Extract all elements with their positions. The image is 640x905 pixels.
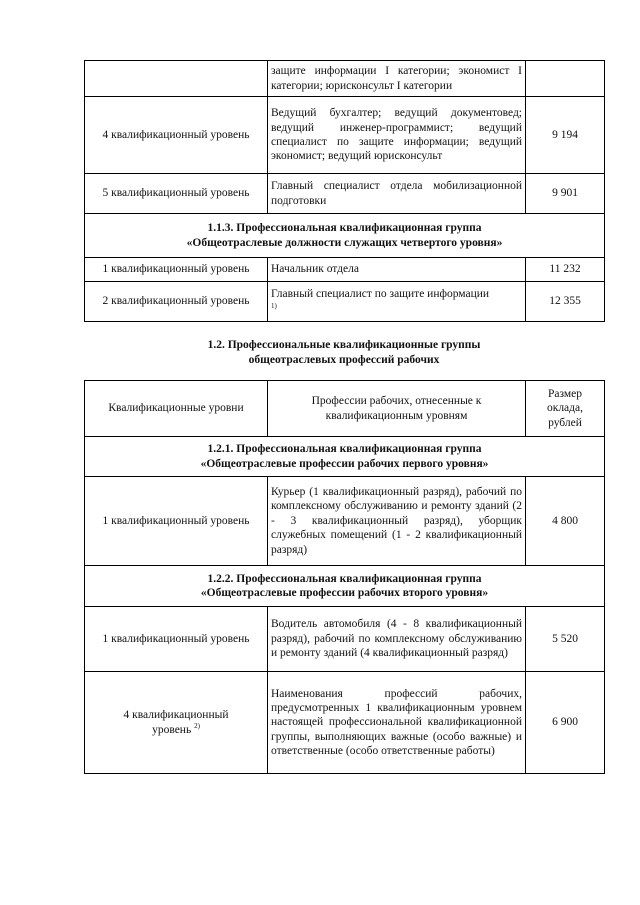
table-row <box>85 282 605 322</box>
group-header-row <box>85 214 605 258</box>
salary-cell: 6 900 <box>526 672 605 774</box>
salary-cell: 9 194 <box>526 97 605 174</box>
footnote-marker: 2) <box>194 722 200 731</box>
salary-cell: 5 520 <box>526 607 605 672</box>
table-worker-groups <box>84 380 605 774</box>
position-cell: защите информации I категории; экономист I категории; юрисконсульт I категории <box>268 61 526 97</box>
level-cell: 4 квалификационный уровень <box>85 97 268 174</box>
header-levels: Квалификационные уровни <box>85 381 268 437</box>
header-salary: Размер оклада, рублей <box>526 381 605 437</box>
level-cell: 1 квалификационный уровень <box>85 607 268 672</box>
table-row <box>85 61 605 97</box>
salary-cell: 12 355 <box>526 282 605 322</box>
table-header-row <box>85 381 605 437</box>
table-row <box>85 607 605 672</box>
salary-cell: 9 901 <box>526 174 605 214</box>
table-row <box>85 97 605 174</box>
table-row <box>85 258 605 282</box>
position-cell: Водитель автомобиля (4 - 8 квалификационный разряд), рабочий по комплексному обслуживанию и ремонту зданий (4 квалификационный разряд) <box>268 607 526 672</box>
salary-cell: 11 232 <box>526 258 605 282</box>
level-cell: 1 квалификационный уровень <box>85 477 268 566</box>
group-title: 1.1.3. Профессиональная квалификационная группа «Общеотраслевые должности служащих четвертого уровня» <box>85 214 605 258</box>
level-cell: 1 квалификационный уровень <box>85 258 268 282</box>
group-title: 1.2.1. Профессиональная квалификационная группа «Общеотраслевые профессии рабочих первого уровня» <box>85 437 605 477</box>
level-cell: 4 квалификационный уровень $^{2)}$ <box>85 672 268 774</box>
table-employee-groups <box>84 60 605 322</box>
level-cell: 2 квалификационный уровень <box>85 282 268 322</box>
position-cell: Курьер (1 квалификационный разряд), рабочий по комплексному обслуживанию и ремонту зданий (2 - 3 квалификационный разряд), уборщик служебных помещений (1 - 2 квалификационный разряд) <box>268 477 526 566</box>
group-header-row <box>85 566 605 607</box>
position-cell: Начальник отдела <box>268 258 526 282</box>
table-row <box>85 174 605 214</box>
section-heading: 1.2. Профессиональные квалификационные группы общеотраслевых профессий рабочих <box>207 339 481 366</box>
table-row <box>85 477 605 566</box>
group-title: 1.2.2. Профессиональная квалификационная группа «Общеотраслевые профессии рабочих второго уровня» <box>85 566 605 607</box>
level-cell <box>85 61 268 97</box>
salary-cell <box>526 61 605 97</box>
position-cell: Главный специалист по защите информации $^{1)}$ <box>268 282 526 322</box>
position-cell: Главный специалист отдела мобилизационной подготовки <box>268 174 526 214</box>
level-cell: 5 квалификационный уровень <box>85 174 268 214</box>
footnote-marker: 1) <box>271 301 277 310</box>
table-row <box>85 672 605 774</box>
position-cell: Ведущий бухгалтер; ведущий документовед; ведущий инженер-программист; ведущий специалист по защите информации; ведущий экономист; ведущий юрисконсульт <box>268 97 526 174</box>
position-cell: Наименования профессий рабочих, предусмотренных 1 квалификационным уровнем настоящей профессиональной квалификационной группы, выполняющих важные (особо важные) и ответственные (особо ответственные работы) <box>268 672 526 774</box>
header-professions: Профессии рабочих, отнесенные к квалификационным уровням <box>268 381 526 437</box>
salary-cell: 4 800 <box>526 477 605 566</box>
group-header-row <box>85 437 605 477</box>
